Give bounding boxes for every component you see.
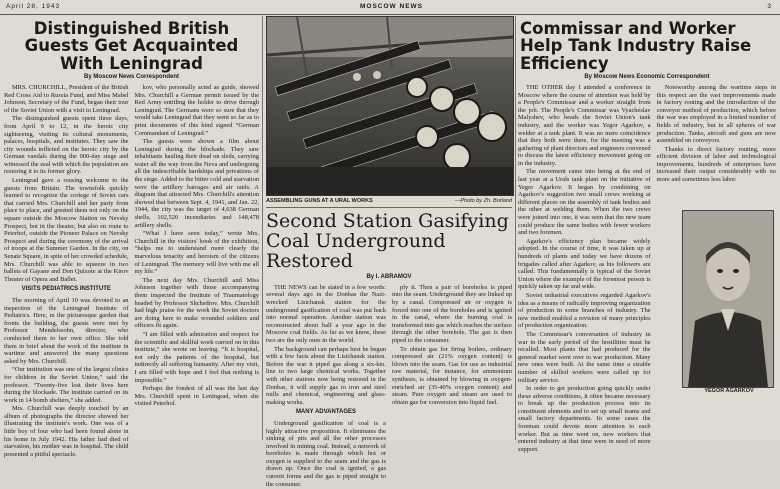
paragraph: The guests were shown a film about Leningrad during the blockade. They saw inhabitants hauling their dead on sleds, carrying water all the way from the Neva and undergoing all the indescribable hardships and privations of the siege. Added to the bitter cold and starvation were the artillery barrages and air raids. A diagram that attracted Mrs. Churchill's attention showed that between Sept. 4, 1941, and Jan. 22, 1944, the city was the target of 4,638 German shells, 102,520 incendiaries and 148,478 artillery shells. (134, 138, 259, 229)
paragraph: Perhaps the fondest of all was the last day Mrs. Churchill spent in Leningrad, when she visited Peterhof. (134, 385, 259, 408)
photo-credit: —Photo by Zh. Borland (454, 198, 512, 204)
article-column (135, 84, 260, 460)
paragraph: The morning of April 10 was devoted to an inspection of the Leningrad Institute of Pediatrics. Here, in the picturesque garden that fronts the building, the guests were met by Professor Mendelssohn, director, who conducted them to her own office. She told them in brief about the work of the institute in wartime and answered the many questions asked by Mrs. Churchill. (4, 296, 129, 365)
paragraph: The movement came into being at the end of last year at a Urals tank plant on the initiative of Yegor Agarkov. It began by combining on Agarkov's suggestion two small crews working at different places on the assembly of tank bodies and the other at welding them. When the two crews were joined into one, it was seen that the new team could produce the same bodies with fewer workers and two foremen. (518, 168, 651, 237)
paragraph: Noteworthy among the wartime steps in this respect are the vast improvements made in factory routing and the introduction of the conveyor method of production, which before the war was employed in a limited number of fields of industry, but in all spheres of war production. Tanks, aircraft and guns are now assembled on conveyors. (656, 83, 776, 145)
subheading: VISITS PEDIATRICS INSTITUTE (21, 286, 111, 293)
paragraph: The next day Mrs. Churchill and Miss Johnson together with those accompanying them inspected the Institute of Traumatology headed by Professor Shchedrov. Mrs. Churchill had high praise for the work the Soviet doctors are doing here to make wounded soldiers and officers fit again. (134, 276, 259, 330)
paragraph: “What I have seen today,” wrote Mrs. Churchill in the visitors' book of the exhibition, “helps me to understand more clearly the marvelous tenacity and heroism of the citizens of Leningrad. The memory will live with me all my life.” (134, 230, 259, 276)
headline-coal-gasification: Second Station Gasifying Coal Underground Restored (266, 210, 509, 272)
paper-name: MOSCOW NEWS (360, 3, 423, 10)
byline: By Moscow News Economic Correspondent (584, 73, 710, 80)
paragraph: “I am filled with admiration and respect for the scientific and skillful work carried on in this institute,” she wrote on leaving. “It is hospital, not only the patients of the hospital, but indirectly all suffering humanity. After my visit, I am filled with hope and I feel that nothing is impossible.” (134, 330, 259, 384)
paragraph: THE OTHER day I attended a conference in Moscow where the course of attention was held by a People's Commissar and a worker straight from the job. The People's Commissar was Vyacheslav Malyshev, who heads the Soviet Union's tank industry, and the worker was Yegor Agarkov, a welder at a tank plant. It was no mere coincidence that they both were there, for the meeting was a gathering of plant directors and engineers convened to discuss the latest efficiency movement going on in the industry. (518, 83, 651, 167)
headline-british-guests: Distinguished British Guests Get Acquainted With Leningrad (24, 19, 239, 73)
article-column (4, 84, 129, 460)
paragraph: The distinguished guests spent three days, from April 9 to 12, in the heroic city sightseeing, visiting its cultural monuments, palaces, hospitals, and institutes. They saw the city wounds inflicted on the heroic city by the German vandals during the 900-day siege and witnessed the zeal with which the population are restoring it to its former glory. (4, 115, 129, 176)
paragraph: Mrs. Churchill was deeply touched by an album of photographs the director showed her illustrating the institute's work. One was of a little boy of four who had been found alone in his home in July 1942. His father had died of starvation, his mother was in hospital. The child presented a pitiful spectacle. (4, 405, 129, 458)
byline: By Moscow News Correspondent (83, 73, 179, 80)
divider (266, 207, 512, 208)
caption-text: ASSEMBLING GUNS AT A URAL WORKS (266, 198, 373, 204)
paragraph: Thanks to direct factory routing, more efficient division of labor and technological improvements, hundreds of enterprises have increased their output considerably with no more and sometimes less labor. (656, 145, 776, 184)
paragraph: The background can perhaps best be begun with a few facts about the Lisichansk station. Before the war it piped gas along a six-km. line to two large chemical works. Together with other stations now being restored in the Donbas, it will supply gas to iron and steel mills and chemical, engineering and glass-making works. (266, 345, 386, 406)
paragraph: ply it. Then a pair of boreholes is piped into the seam. Underground they are linked up by a canal. Compressed air or oxygen is forced into one of the boreholes and is ignited in the canal, where the burning coal is transformed into gas which reaches the surface through the other borehole. The gas is then piped to the consumer. (392, 283, 512, 344)
paragraph: Soviet industrial executives regarded Agarkov's idea as a means of radically improving organization of production in some branches of industry. The new method enabled a revision of many principles of production organization. (518, 291, 651, 330)
paragraph: THE NEWS can be stated in a few words: several days ago in the Donbas the Nazi-wrecked Lisichansk station for the underground gasification of coal was put back into normal operation. Another station was reconstructed about half a year ago in the Moscow coal fields. As far as we know, these two are the only ones in the world. (266, 283, 386, 344)
issue-date: April 28, 1943 (6, 3, 61, 10)
paragraph: The Commissar's conversation of industry in war in the early period of the hostilities must be recalled. Most plants that had produced for the general market went over to war production. Many new ones were built. At the same time a sizable number of skilled workers were called up for military service. (518, 330, 651, 384)
column-rule (515, 16, 516, 440)
byline: By I. ABRAMOV (366, 273, 412, 280)
article-british-guests (4, 16, 259, 458)
subheading: MANY ADVANTAGES (295, 409, 357, 416)
photo-caption (266, 198, 512, 204)
gun-assembly-photo (266, 16, 514, 196)
paragraph: MRS. CHURCHILL, President of the British Red Cross Aid to Russia Fund, and Miss Mabel Johnson, Secretary of the Fund, began their tour of the Soviet Union with a visit to Leningrad. (4, 83, 129, 114)
portrait-photo (682, 210, 774, 388)
headline-tank-industry: Commissar and Worker Help Tank Industry Raise Efficiency (520, 19, 752, 73)
paragraph: “Our institution was one of the largest clinics for children in the Soviet Union,” said the professor. “Twenty-five lost their lives here during the blockade. The institute carried on its work in 14 bomb shelters,” she added. (4, 366, 129, 404)
running-head (0, 0, 780, 15)
paragraph: Leningrad gave a rousing welcome to the guests from Britain. The townsfolk quickly learned to recognize the cortege of Soviet cars that carried Mrs. Churchill and her party from place to place, and greeted them not only on the square outside the Moscow Station on Nevsky Prospect, but in the theater, but also en route to Peterhof, outside the Pioneer Palace on Nevsky Prospect and during the ceremony of the arrival of troops at the Summer Garden. In the city, on Senate Square, in spite of her crowded schedule, Mrs. Churchill was able to squeeze in two ballets of Gayane and Don Quixote at the Kirov Theater of Opera and Ballet. (4, 177, 129, 283)
article-column (392, 284, 512, 489)
paragraph: kov, who personally acted as guide, showed Mrs. Churchill a German permit issued by the Red Army entitling the holder to drive through Leningrad. The Germans were so sure that they would take Leningrad that they went so far as to print documents of this kind signed “German Commandant of Leningrad.” (134, 83, 259, 137)
article-column (518, 84, 651, 455)
paragraph: Agarkov's efficiency plan became widely adopted. In the course of time, it was taken up at hundreds of plants and today we have dozens of brigades called after Agarkov, as his followers are called. This fundamentally is typical of the Soviet Union where the example of the foremost person is quickly taken up far and wide. (518, 237, 651, 291)
column-rule (262, 16, 263, 440)
article-coal-gasification (266, 16, 512, 488)
paragraph: To obtain gas for firing boilers, ordinary compressed air (21% oxygen content) is blown into the seam. Gas for use as industrial raw material, for instance, for ammonium synthesis, is obtained by blowing in oxygen-enriched air (35-40% oxygen content) and steam. Pure oxygen and steam are used to obtain gas for conversion into liquid fuel. (392, 345, 512, 406)
paragraph: Underground gasification of coal is a highly attractive proposition. It eliminates the sinking of pits and all the other processes involved in mining coal. Instead, a network of boreholes is made through which hot or oxygen is supplied to the seam and the gas is drawn up. Once the coal is ignited, a gas current forms and the gas is piped straight to the consumer. (266, 419, 386, 488)
article-column (266, 284, 386, 489)
page-number: 3 (767, 3, 772, 10)
gun-assembly-image (267, 17, 513, 195)
paragraph: In order to get production going quickly under these adverse conditions, it often became necessary to break up the production process into its constituent elements and to set up small teams and small factory departments. In some cases the foreman could devote more attention to each worker. But as time went on, new workers that entered industry at that time were in need of more support. (518, 385, 651, 453)
portrait-image (683, 211, 773, 387)
portrait-caption: YEGOR AGARKOV (704, 388, 754, 394)
